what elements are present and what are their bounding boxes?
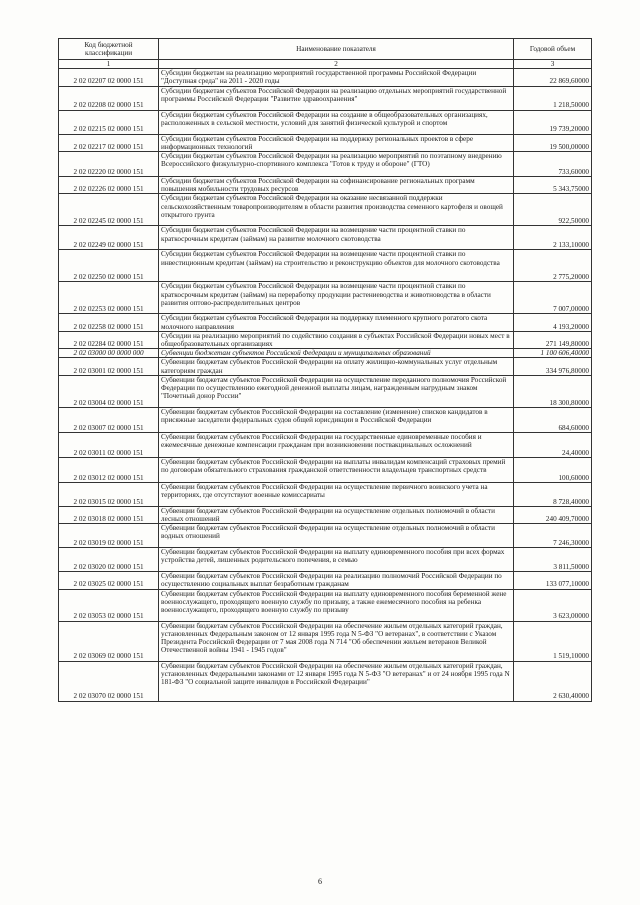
row-name: Субвенции бюджетам субъектов Российской Федерации на осуществление первичного воинского учета на территориях, где отсутствуют военные комиссариаты [159, 482, 514, 506]
row-name: Субсидии на реализацию мероприятий по содействию создания в субъектах Российской Федерации новых мест в общеобразовательных организациях [159, 331, 514, 348]
row-value: 19 739,20000 [514, 110, 592, 134]
table-row [59, 432, 592, 457]
row-value: 8 728,40000 [514, 482, 592, 506]
row-name: Субсидии бюджетам субъектов Российской Федерации на возмещение части процентной ставки по краткосрочным кредитам (займам) на развитие молочного скотоводства [159, 226, 514, 250]
row-name: Субвенции бюджетам субъектов Российской Федерации на осуществление отдельных полномочий в области лесных отношений [159, 506, 514, 523]
table-row [59, 524, 592, 548]
header-code: Код бюджетной классификации [59, 39, 159, 60]
page-number: 6 [318, 877, 322, 886]
row-name: Субсидии бюджетам субъектов Российской Федерации на реализацию отдельных мероприятий государственной программы Российской Федерации "Развитие здравоохранения" [159, 86, 514, 110]
table-row [59, 457, 592, 482]
row-name: Субсидии бюджетам субъектов Российской Федерации на реализацию мероприятий по поэтапному внедрению Всероссийского физкультурно-спортивного комплекса "Готов к труду и обороне" (ГТО) [159, 152, 514, 177]
row-value: 922,50000 [514, 194, 592, 226]
row-name: Субсидии бюджетам субъектов Российской Федерации на поддержку племенного крупного рогатого скота молочного направления [159, 314, 514, 331]
row-value: 1 218,50000 [514, 86, 592, 110]
column-number-2: 2 [159, 60, 514, 69]
row-value: 2 630,40000 [514, 661, 592, 701]
table-header-row [59, 39, 592, 60]
row-value: 100,60000 [514, 457, 592, 482]
table-row [59, 482, 592, 506]
row-code: 2 02 03018 02 0000 151 [59, 506, 159, 523]
row-code: 2 02 02215 02 0000 151 [59, 110, 159, 134]
table-row [59, 506, 592, 523]
row-code: 2 02 03020 02 0000 151 [59, 548, 159, 572]
row-code: 2 02 02220 02 0000 151 [59, 152, 159, 177]
row-name: Субсидии бюджетам субъектов Российской Федерации на софинансирование региональных программ повышения мобильности трудовых ресурсов [159, 177, 514, 194]
table-row [59, 661, 592, 701]
row-name: Субвенции бюджетам субъектов Российской Федерации на осуществление отдельных полномочий в области водных отношений [159, 524, 514, 548]
row-value: 271 149,80000 [514, 331, 592, 348]
row-name: Субсидии бюджетам субъектов Российской Федерации на оказание несвязанной поддержки сельскохозяйственным товаропроизводителям в области развития производства семенного картофеля и овощей открытого грунта [159, 194, 514, 226]
row-name: Субвенции бюджетам субъектов Российской Федерации на обеспечение жильем отдельных категорий граждан, установленных Федеральным законом от 12 января 1995 года N 5-ФЗ "О ветеранах", в соответствии с Указом Президента Российской Федерации от 7 мая 2008 года N 714 "Об обеспечении жильем ветеранов Великой Отечественной войны 1941 - 1945 годов" [159, 621, 514, 661]
table-row [59, 331, 592, 348]
table-row [59, 110, 592, 134]
row-value: 334 976,80000 [514, 358, 592, 375]
row-value: 2 775,20000 [514, 250, 592, 282]
row-code: 2 02 03053 02 0000 151 [59, 589, 159, 621]
row-value: 5 343,75000 [514, 177, 592, 194]
row-code: 2 02 03069 02 0000 151 [59, 621, 159, 661]
row-value: 3 623,00000 [514, 589, 592, 621]
row-code: 2 02 02208 02 0000 151 [59, 86, 159, 110]
table-row [59, 375, 592, 407]
row-code: 2 02 02250 02 0000 151 [59, 250, 159, 282]
table-row [59, 250, 592, 282]
row-code: 2 02 03001 02 0000 151 [59, 358, 159, 375]
row-code: 2 02 03019 02 0000 151 [59, 524, 159, 548]
row-code: 2 02 02245 02 0000 151 [59, 194, 159, 226]
row-value: 4 193,20000 [514, 314, 592, 331]
table-row [59, 621, 592, 661]
row-value: 24,40000 [514, 432, 592, 457]
row-name: Субсидии бюджетам на реализацию мероприятий государственной программы Российской Федерации "Доступная среда" на 2011 - 2020 годы [159, 69, 514, 86]
row-value: 133 077,10000 [514, 572, 592, 589]
row-code: 2 02 02258 02 0000 151 [59, 314, 159, 331]
table-body [59, 69, 592, 701]
table-row [59, 349, 592, 358]
row-value: 1 100 606,40000 [514, 349, 592, 358]
row-name: Субвенции бюджетам субъектов Российской Федерации на оплату жилищно-коммунальных услуг отдельным категориям граждан [159, 358, 514, 375]
table-row [59, 194, 592, 226]
table-row [59, 407, 592, 432]
row-code: 2 02 03025 02 0000 151 [59, 572, 159, 589]
row-value: 7 007,00000 [514, 282, 592, 314]
row-name: Субсидии бюджетам субъектов Российской Федерации на создание в общеобразовательных организациях, расположенных в сельской местности, условий для занятий физической культурой и спортом [159, 110, 514, 134]
row-value: 684,60000 [514, 407, 592, 432]
table-row [59, 134, 592, 151]
table-row [59, 152, 592, 177]
row-name: Субсидии бюджетам субъектов Российской Федерации на возмещение части процентной ставки по краткосрочным кредитам (займам) на переработку продукции растениеводства и животноводства в области развития оптово-распределительных центров [159, 282, 514, 314]
row-code: 2 02 03004 02 0000 151 [59, 375, 159, 407]
column-number-row [59, 60, 592, 69]
row-code: 2 02 02207 02 0000 151 [59, 69, 159, 86]
row-code: 2 02 03070 02 0000 151 [59, 661, 159, 701]
header-volume: Годовой объем [514, 39, 592, 60]
header-name: Наименование показателя [159, 39, 514, 60]
table-row [59, 282, 592, 314]
column-number-3: 3 [514, 60, 592, 69]
row-value: 2 133,10000 [514, 226, 592, 250]
table-row [59, 589, 592, 621]
table-row [59, 177, 592, 194]
row-code: 2 02 02249 02 0000 151 [59, 226, 159, 250]
row-code: 2 02 03012 02 0000 151 [59, 457, 159, 482]
table-row [59, 314, 592, 331]
row-name: Субвенции бюджетам субъектов Российской Федерации на государственные единовременные пособия и ежемесячные денежные компенсации гражданам при возникновении поствакцинальных осложнений [159, 432, 514, 457]
row-value: 3 811,50000 [514, 548, 592, 572]
row-value: 240 409,70000 [514, 506, 592, 523]
row-name: Субвенции бюджетам субъектов Российской Федерации и муниципальных образований [159, 349, 514, 358]
row-name: Субсидии бюджетам субъектов Российской Федерации на поддержку региональных проектов в сфере информационных технологий [159, 134, 514, 151]
row-name: Субвенции бюджетам субъектов Российской Федерации на осуществление переданного полномочия Российской Федерации по осуществлению ежегодной денежной выплаты лицам, награжденным нагрудным знаком "Почетный донор России" [159, 375, 514, 407]
row-name: Субвенции бюджетам субъектов Российской Федерации на реализацию полномочий Российской Федерации по осуществлению социальных выплат безработным гражданам [159, 572, 514, 589]
row-name: Субвенции бюджетам субъектов Российской Федерации на составление (изменение) списков кандидатов в присяжные заседатели федеральных судов общей юрисдикции в Российской Федерации [159, 407, 514, 432]
table-row [59, 358, 592, 375]
table-row [59, 548, 592, 572]
row-value: 19 500,00000 [514, 134, 592, 151]
row-code: 2 02 03007 02 0000 151 [59, 407, 159, 432]
row-code: 2 02 03000 00 0000 000 [59, 349, 159, 358]
table-row [59, 69, 592, 86]
row-name: Субсидии бюджетам субъектов Российской Федерации на возмещение части процентной ставки по инвестиционным кредитам (займам) на строительство и реконструкцию объектов для молочного скотоводства [159, 250, 514, 282]
row-code: 2 02 02226 02 0000 151 [59, 177, 159, 194]
row-code: 2 02 02284 02 0000 151 [59, 331, 159, 348]
row-name: Субвенции бюджетам субъектов Российской Федерации на обеспечение жильем отдельных категорий граждан, установленных Федеральными законами от 12 января 1995 года N 5-ФЗ "О ветеранах" и от 24 ноября 1995 года N 181-ФЗ "О социальной защите инвалидов в Российской Федерации" [159, 661, 514, 701]
row-name: Субвенции бюджетам субъектов Российской Федерации на выплаты инвалидам компенсаций страховых премий по договорам обязательного страхования гражданской ответственности владельцев транспортных средств [159, 457, 514, 482]
table-row [59, 572, 592, 589]
row-code: 2 02 03015 02 0000 151 [59, 482, 159, 506]
row-value: 18 300,80000 [514, 375, 592, 407]
row-value: 22 869,60000 [514, 69, 592, 86]
row-name: Субвенции бюджетам субъектов Российской Федерации на выплату единовременного пособия беременной жене военнослужащего, проходящего военную службу по призыву, а также ежемесячного пособия на ребенка военнослужащего, проходящего военную службу по призыву [159, 589, 514, 621]
table-row [59, 226, 592, 250]
row-code: 2 02 03011 02 0000 151 [59, 432, 159, 457]
column-number-1: 1 [59, 60, 159, 69]
row-code: 2 02 02217 02 0000 151 [59, 134, 159, 151]
row-name: Субвенции бюджетам субъектов Российской Федерации на выплату единовременного пособия при всех формах устройства детей, лишенных родительского попечения, в семью [159, 548, 514, 572]
budget-table [58, 38, 592, 702]
table-row [59, 86, 592, 110]
row-value: 7 246,30000 [514, 524, 592, 548]
row-value: 1 519,10000 [514, 621, 592, 661]
row-code: 2 02 02253 02 0000 151 [59, 282, 159, 314]
row-value: 733,60000 [514, 152, 592, 177]
